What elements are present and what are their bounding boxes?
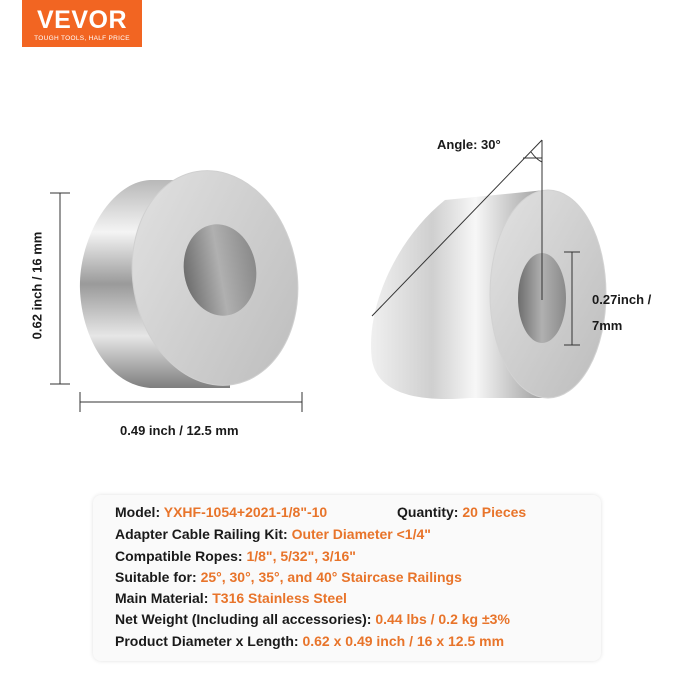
logo-tagline: TOUGH TOOLS, HALF PRICE (34, 35, 130, 42)
length-label: 0.49 inch / 12.5 mm (120, 423, 239, 438)
spec-row-label: Compatible Ropes: (115, 548, 247, 564)
spec-row (115, 569, 462, 585)
spec-row-label: Product Diameter x Length: (115, 633, 303, 649)
spec-model (115, 504, 327, 520)
spec-model-label: Model: (115, 504, 164, 520)
spec-quantity-value: 20 Pieces (462, 504, 527, 520)
spec-row-label: Net Weight (Including all accessories): (115, 611, 376, 627)
spec-row-value: 0.44 lbs / 0.2 kg ±3% (375, 611, 510, 627)
spec-row-value: 1/8", 5/32", 3/16" (246, 548, 356, 564)
angle-label: Angle: 30° (437, 137, 501, 152)
spec-row (115, 548, 356, 564)
spec-quantity (397, 504, 526, 520)
spec-row-value: 0.62 x 0.49 inch / 16 x 12.5 mm (302, 633, 505, 649)
fitting-side-view (80, 157, 315, 398)
spec-box (93, 495, 601, 661)
height-label: 0.62 inch / 16 mm (29, 231, 45, 340)
spec-row-label: Adapter Cable Railing Kit: (115, 526, 292, 542)
spec-row-label: Main Material: (115, 590, 213, 606)
spec-row (115, 590, 347, 606)
length-dimension (80, 392, 302, 412)
spec-row-label: Suitable for: (115, 569, 201, 585)
spec-row (115, 611, 510, 627)
fitting-angled-view (371, 190, 606, 399)
spec-row-value: 25°, 30°, 35°, and 40° Staircase Railings (200, 569, 462, 585)
spec-row-value: Outer Diameter <1/4" (291, 526, 431, 542)
height-dimension (50, 193, 70, 384)
inner-diameter-label: 0.27inch / (592, 292, 652, 307)
spec-row-value: T316 Stainless Steel (212, 590, 347, 606)
spec-model-value: YXHF-1054+2021-1/8"-10 (163, 504, 328, 520)
spec-quantity-label: Quantity: (397, 504, 463, 520)
logo-brand: VEVOR (36, 6, 128, 34)
spec-row (115, 633, 504, 649)
inner-diameter-label-unit: 7mm (592, 318, 623, 333)
spec-row (115, 526, 431, 542)
